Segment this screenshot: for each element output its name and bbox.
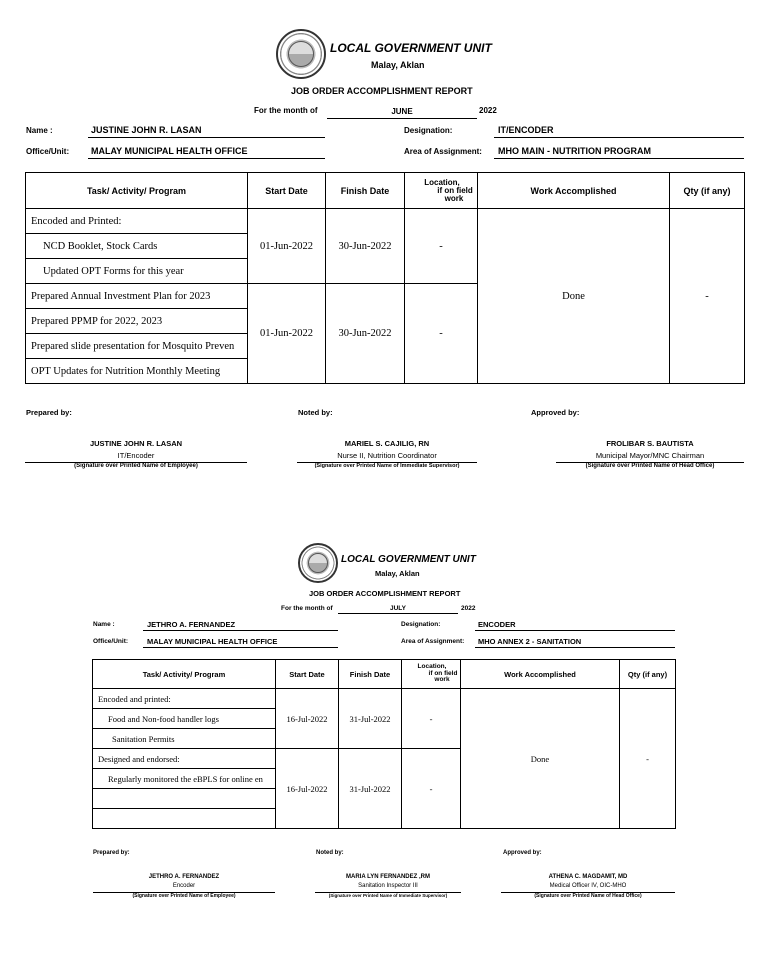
table-row xyxy=(93,789,276,809)
municipal-seal-icon xyxy=(298,543,338,583)
noted-by-label: Noted by: xyxy=(316,850,344,856)
name-value: JETHRO A. FERNANDEZ xyxy=(147,620,236,629)
header-finish-date: Finish Date xyxy=(339,660,402,689)
designation-label: Designation: xyxy=(404,126,453,135)
approved-by-label: Approved by: xyxy=(503,850,542,856)
location-cell: - xyxy=(402,749,461,829)
header-start-date: Start Date xyxy=(248,173,326,209)
header-task: Task/ Activity/ Program xyxy=(93,660,276,689)
finish-date-cell: 31-Jul-2022 xyxy=(339,749,402,829)
table-row: Prepared PPMP for 2022, 2023 xyxy=(26,309,248,334)
noted-by-label: Noted by: xyxy=(298,408,333,417)
signatory-title: Municipal Mayor/MNC Chairman xyxy=(595,451,705,460)
signatory-title: Sanitation Inspector III xyxy=(358,883,418,889)
finish-date-cell: 30-Jun-2022 xyxy=(326,284,405,384)
work-accomplished-cell: Done xyxy=(478,209,670,384)
lgu-title: LOCAL GOVERNMENT UNIT xyxy=(330,41,492,55)
office-label: Office/Unit: xyxy=(93,638,129,645)
table-row: NCD Booklet, Stock Cards xyxy=(26,234,248,259)
year-value: 2022 xyxy=(479,106,497,115)
signatory-title: Encoder xyxy=(172,883,196,889)
location-cell: - xyxy=(402,689,461,749)
table-row: Sanitation Permits xyxy=(93,729,276,749)
finish-date-cell: 31-Jul-2022 xyxy=(339,689,402,749)
month-value: JUNE xyxy=(391,107,413,116)
signatory-title: IT/Encoder xyxy=(117,451,155,460)
signatory-caption: (Signature over Printed Name of Employee) xyxy=(132,893,236,899)
month-label: For the month of xyxy=(281,605,333,612)
qty-cell: - xyxy=(620,689,676,829)
signatory-name: MARIEL S. CAJILIG, RN xyxy=(344,439,430,448)
designation-label: Designation: xyxy=(401,621,441,628)
prepared-by-label: Prepared by: xyxy=(93,850,130,856)
area-label: Area of Assignment: xyxy=(401,638,465,645)
finish-date-cell: 30-Jun-2022 xyxy=(326,209,405,284)
header-finish-date: Finish Date xyxy=(326,173,405,209)
municipality: Malay, Aklan xyxy=(375,569,420,578)
table-row: OPT Updates for Nutrition Monthly Meeting xyxy=(26,359,248,384)
signatory-caption: (Signature over Printed Name of Immediate Supervisor) xyxy=(328,893,448,898)
table-row: Designed and endorsed: xyxy=(93,749,276,769)
report-title: JOB ORDER ACCOMPLISHMENT REPORT xyxy=(291,86,473,96)
qty-cell: - xyxy=(670,209,745,384)
header-task: Task/ Activity/ Program xyxy=(26,173,248,209)
accomplishment-table xyxy=(92,659,676,829)
year-value: 2022 xyxy=(461,605,476,612)
signatory-name: MARIA LYN FERNANDEZ ,RM xyxy=(346,874,430,880)
table-row: Prepared Annual Investment Plan for 2023 xyxy=(26,284,248,309)
signatory-caption: (Signature over Printed Name of Head Office) xyxy=(534,893,642,899)
start-date-cell: 16-Jul-2022 xyxy=(276,689,339,749)
location-cell: - xyxy=(405,284,478,384)
start-date-cell: 01-Jun-2022 xyxy=(248,209,326,284)
table-row: Encoded and Printed: xyxy=(26,209,248,234)
start-date-cell: 16-Jul-2022 xyxy=(276,749,339,829)
table-row: Encoded and printed: xyxy=(93,689,276,709)
table-row: Prepared slide presentation for Mosquito Preven xyxy=(26,334,248,359)
table-row: Regularly monitored the eBPLS for online en xyxy=(93,769,276,789)
header-work-accomplished: Work Accomplished xyxy=(478,173,670,209)
month-label: For the month of xyxy=(254,106,318,115)
area-value: MHO ANNEX 2 - SANITATION xyxy=(478,637,582,646)
designation-value: ENCODER xyxy=(478,620,516,629)
month-value: JULY xyxy=(389,605,407,612)
signatory-title: Medical Officer IV, OIC-MHO xyxy=(549,883,627,889)
municipality: Malay, Aklan xyxy=(371,60,425,70)
lgu-title: LOCAL GOVERNMENT UNIT xyxy=(341,554,476,565)
signatory-title: Nurse II, Nutrition Coordinator xyxy=(337,451,437,460)
office-value: MALAY MUNICIPAL HEALTH OFFICE xyxy=(147,637,278,646)
signatory-name: ATHENA C. MAGDAMIT, MD xyxy=(548,874,628,880)
area-value: MHO MAIN - NUTRITION PROGRAM xyxy=(498,146,651,156)
header-location: Location, if on field work xyxy=(405,173,478,209)
header-location: Location, if on field work xyxy=(402,660,461,689)
signatory-caption: (Signature over Printed Name of Head Office) xyxy=(585,463,715,469)
signatory-caption: (Signature over Printed Name of Employee) xyxy=(74,463,198,469)
header-work-accomplished: Work Accomplished xyxy=(461,660,620,689)
name-label: Name : xyxy=(26,126,53,135)
header-qty: Qty (if any) xyxy=(620,660,676,689)
header-start-date: Start Date xyxy=(276,660,339,689)
signatory-name: JETHRO A. FERNANDEZ xyxy=(148,874,220,880)
office-value: MALAY MUNICIPAL HEALTH OFFICE xyxy=(91,146,248,156)
signatory-name: JUSTINE JOHN R. LASAN xyxy=(89,439,183,448)
report-title: JOB ORDER ACCOMPLISHMENT REPORT xyxy=(309,589,461,598)
work-accomplished-cell: Done xyxy=(461,689,620,829)
designation-value: IT/ENCODER xyxy=(498,125,554,135)
start-date-cell: 01-Jun-2022 xyxy=(248,284,326,384)
header-qty: Qty (if any) xyxy=(670,173,745,209)
area-label: Area of Assignment: xyxy=(404,147,482,156)
name-value: JUSTINE JOHN R. LASAN xyxy=(91,125,202,135)
table-row: Updated OPT Forms for this year xyxy=(26,259,248,284)
table-row: Food and Non-food handler logs xyxy=(93,709,276,729)
approved-by-label: Approved by: xyxy=(531,408,580,417)
location-cell: - xyxy=(405,209,478,284)
prepared-by-label: Prepared by: xyxy=(26,408,72,417)
table-row xyxy=(93,809,276,829)
signatory-name: FROLIBAR S. BAUTISTA xyxy=(606,439,694,448)
signatory-caption: (Signature over Printed Name of Immediate Supervisor) xyxy=(314,463,460,469)
name-label: Name : xyxy=(93,621,115,628)
office-label: Office/Unit: xyxy=(26,147,70,156)
